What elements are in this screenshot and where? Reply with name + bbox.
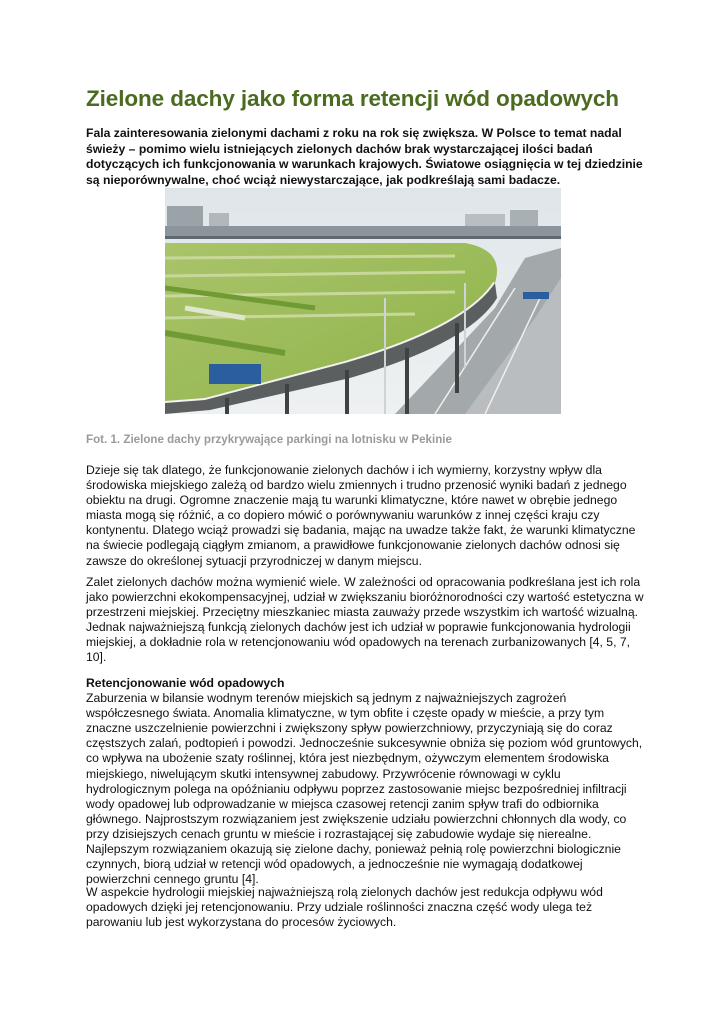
paragraph-2: Zalet zielonych dachów można wymienić wiele. W zależności od opracowania podkreślana jest ich rola jako powierzchni ekokompensacyjnej, udział w zwiększaniu bioróżnorodności czy wartość estetyczna w przestrzeni miejskiej. Przeciętny mieszkaniec miasta zauważy przede wszystkim ich wartość wizualną. Jednak najważniejszą funkcją zielonych dachów jest ich udział w poprawie funkcjonowania hydrologii miejskiej, a dokładnie rola w retencjonowaniu wód opadowych na terenach zurbanizowanych [4, 5, 7, 10]. <box>86 575 644 665</box>
section-retention <box>86 676 646 887</box>
paragraph-4: W aspekcie hydrologii miejskiej najważniejszą rolą zielonych dachów jest redukcja odpływu wód opadowych dzięki jej retencjonowaniu. Przy udziale roślinności znaczna część wody ulega też parowaniu lub jest wykorzystana do procesów życiowych. <box>86 885 603 930</box>
paragraph-1: Dzieje się tak dlatego, że funkcjonowanie zielonych dachów i ich wymierny, korzystny wpływ dla środowiska miejskiego zależą od bardzo wielu zmiennych i trudno przenosić wyniki badań z jednego obiektu na drugi. Ogromne znaczenie mają tu warunki klimatyczne, które nawet w obrębie jednego miasta mogą się różnić, a co dopiero mówić o porównywaniu warunków z innej części kraju czy kontynentu. Dlatego wciąż prowadzi się badania, mając na uwadze także fakt, że warunki klimatyczne na świecie podlegają ciągłym zmianom, a prawidłowe funkcjonowanie zielonych dachów odnosi się zawsze do określonej sytuacji przyrodniczej w danym miejscu. <box>86 463 636 568</box>
paragraph-3: Zaburzenia w bilansie wodnym terenów miejskich są jednym z najważniejszych zagrożeń współczesnego świata. Anomalia klimatyczne, w tym obfite i częste opady w mieście, a przy tym znaczne uszczelnienie powierzchni i zwiększony spływ powierzchniowy, przyczyniają się do coraz częstszych zalań, podtopień i powodzi. Jednocześnie sukcesywnie obniża się poziom wód gruntowych, co wpływa na ubożenie szaty roślinnej, która jest niezbędnym, ożywczym elementem środowiska miejskiego, niwelującym skutki intensywnej zabudowy. Przywrócenie równowagi w cyklu hydrologicznym polega na opóźnianiu odpływu poprzez zastosowanie miejsc bezpośredniej infiltracji wody opadowej lub odprowadzanie w miejsca czasowej retencji zanim spływ trafi do odbiornika głównego. Najprostszym rozwiązaniem jest zwiększenie udziału powierzchni chłonnych dla wody, co przy dzisiejszych cenach gruntu w mieście i rozrastającej się zabudowie wydaje się nierealne. Najlepszym rozwiązaniem okazują się zielone dachy, ponieważ pełnią rolę powierzchni biologicznie czynnych, biorą udział w retencji wód opadowych, a jednocześnie nie wymagają dodatkowej powierzchni cennego gruntu [4]. <box>86 691 643 887</box>
green-roof-illustration <box>165 188 561 414</box>
green-roof-photo <box>165 188 561 414</box>
article-lead: Fala zainteresowania zielonymi dachami z roku na rok się zwiększa. W Polsce to temat nadal świeży – pomimo wielu istniejących zielonych dachów brak wystarczającej ilości badań dotyczących ich funkcjonowania w warunkach krajowych. Światowe osiągnięcia w tej dziedzinie są nieporównywalne, choć wciąż niewystarczające, jak podkreślają sami badacze. <box>86 126 643 187</box>
photo-caption: Fot. 1. Zielone dachy przykrywające parkingi na lotnisku w Pekinie <box>86 433 452 446</box>
article-title: Zielone dachy jako forma retencji wód opadowych <box>86 86 619 111</box>
section-heading: Retencjonowanie wód opadowych <box>86 676 285 690</box>
